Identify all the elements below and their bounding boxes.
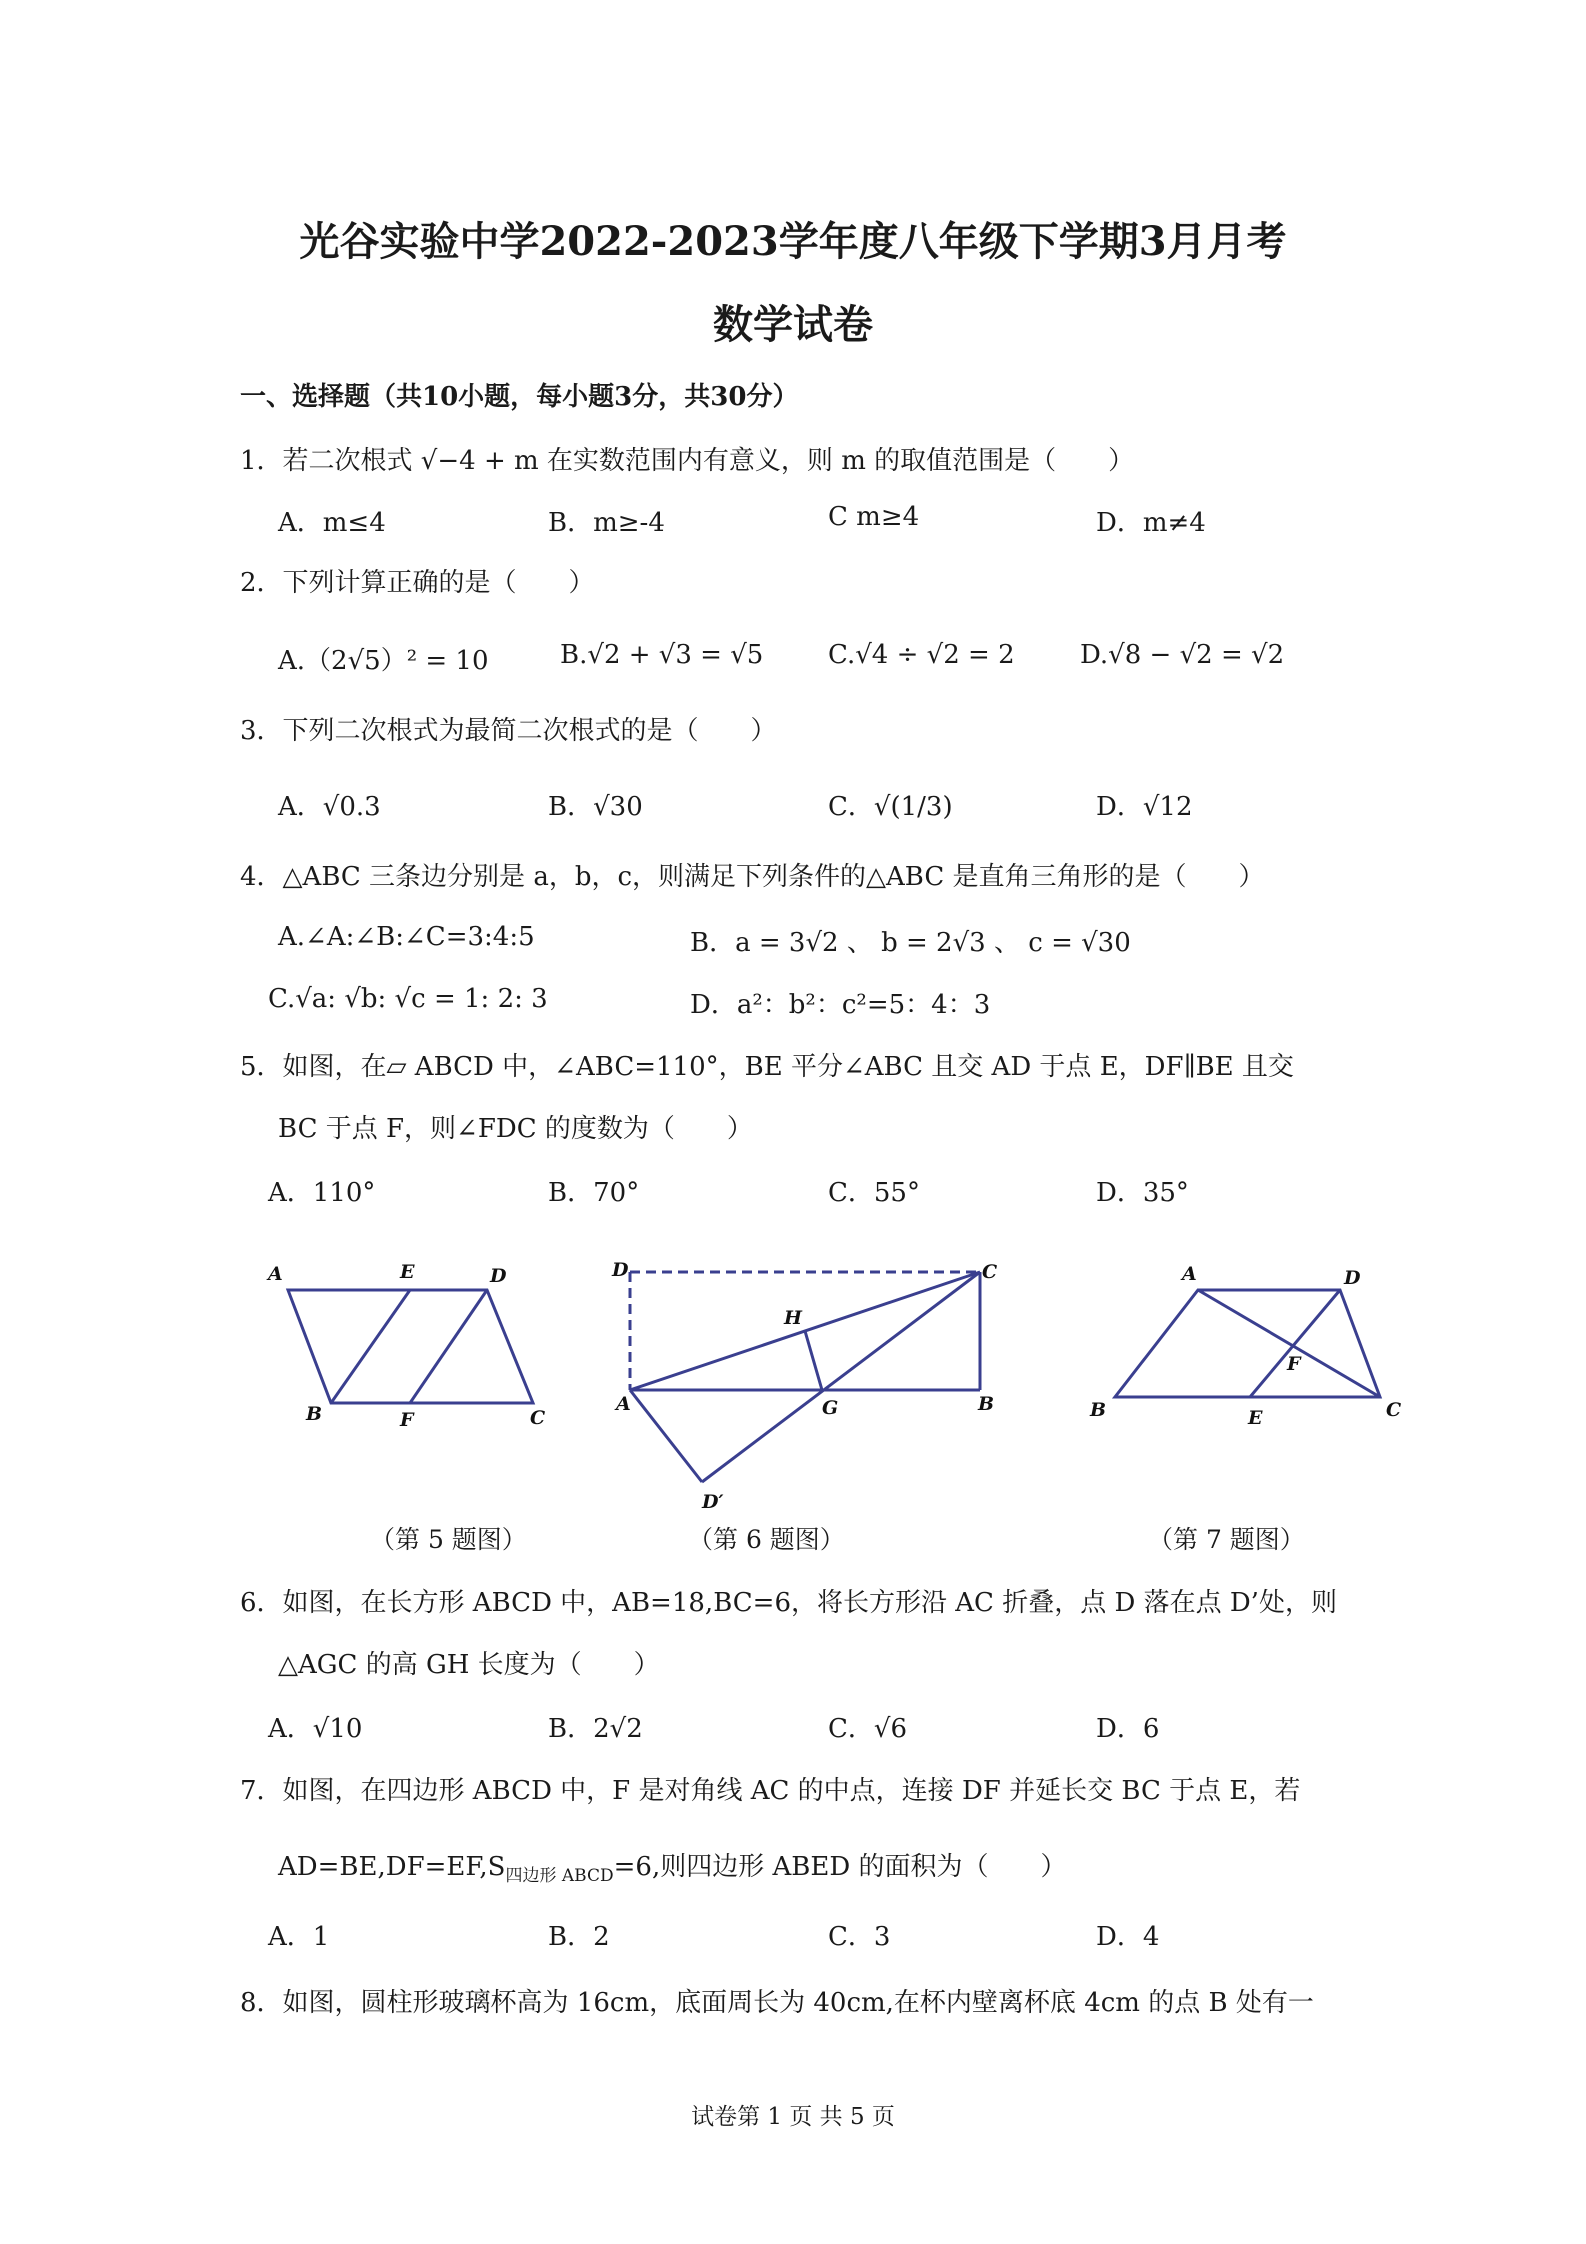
fig7-label-b: B (1090, 1399, 1107, 1421)
fig7-label-c: C (1386, 1399, 1402, 1421)
q5-option-a: A．110° (268, 1178, 376, 1208)
fig5-label-f: F (400, 1409, 414, 1431)
question-5-stem-line2: BC 于点 F，则∠FDC 的度数为（ ） (278, 1114, 753, 1144)
question-6-stem-line2: △AGC 的高 GH 长度为（ ） (278, 1650, 660, 1680)
fig7-outline (1115, 1290, 1380, 1397)
figure-6-caption: （第 6 题图） (688, 1525, 845, 1554)
fig7-label-f: F (1287, 1353, 1301, 1375)
fig6-label-h: H (784, 1307, 802, 1329)
page-footer: 试卷第 1 页 共 5 页 (691, 2104, 895, 2130)
q7-line2-part-a: AD=BE,DF=EF,S (278, 1852, 506, 1882)
question-5-stem-line1: 5．如图，在▱ ABCD 中，∠ABC=110°，BE 平分∠ABC 且交 AD 于点 E，DF∥BE 且交 (240, 1052, 1294, 1082)
question-2-stem: 2．下列计算正确的是（ ） (240, 568, 595, 598)
fig6-label-b: B (978, 1393, 995, 1415)
page-subtitle: 数学试卷 (713, 301, 873, 348)
q3-option-b: B．√30 (548, 792, 643, 822)
q4-option-d: D．a²：b²：c²=5：4：3 (690, 990, 991, 1020)
q1-option-a: A．m≤4 (278, 508, 386, 538)
q7-option-d: D．4 (1096, 1922, 1160, 1952)
q3-option-c: C．√(1/3) (828, 792, 953, 822)
q6-option-d: D．6 (1096, 1714, 1160, 1744)
q6-option-a: A．√10 (268, 1714, 363, 1744)
fig7-diagonal-ac (1198, 1290, 1380, 1397)
q2-option-d: D.√8 − √2 = √2 (1080, 640, 1285, 670)
q7-line2-part-b: =6,则四边形 ABED 的面积为（ ） (613, 1852, 1067, 1882)
fig5-label-d: D (490, 1265, 507, 1287)
q1-option-c: C m≥4 (828, 502, 920, 532)
q7-line2-subscript: 四边形 ABCD (505, 1866, 614, 1886)
fig5-label-e: E (400, 1261, 415, 1283)
q7-option-a: A．1 (268, 1922, 330, 1952)
q7-option-b: B．2 (548, 1922, 610, 1952)
fig6-label-g: G (822, 1397, 839, 1419)
page-title: 光谷实验中学2022-2023学年度八年级下学期3月月考 (299, 218, 1287, 265)
q2-option-c: C.√4 ÷ √2 = 2 (828, 640, 1015, 670)
question-6-stem-line1: 6．如图，在长方形 ABCD 中，AB=18,BC=6，将长方形沿 AC 折叠，点 D 落在点 D’处，则 (240, 1588, 1337, 1618)
q5-option-b: B．70° (548, 1178, 640, 1208)
q4-option-a: A.∠A:∠B:∠C=3:4:5 (278, 922, 535, 952)
q7-option-c: C．3 (828, 1922, 891, 1952)
question-3-stem: 3．下列二次根式为最简二次根式的是（ ） (240, 716, 777, 746)
question-4-stem: 4．△ABC 三条边分别是 a，b，c，则满足下列条件的△ABC 是直角三角形的是（ ） (240, 862, 1265, 892)
q1-option-d: D．m≠4 (1096, 508, 1206, 538)
fig7-label-a: A (1182, 1263, 1197, 1285)
fig6-label-a: A (616, 1393, 631, 1415)
q5-option-d: D．35° (1096, 1178, 1189, 1208)
question-8-stem: 8．如图，圆柱形玻璃杯高为 16cm，底面周长为 40cm,在杯内壁离杯底 4cm 的点 B 处有一 (240, 1988, 1314, 2018)
q2-option-b: B.√2 + √3 = √5 (560, 640, 764, 670)
q4-option-c: C.√a: √b: √c = 1: 2: 3 (268, 984, 548, 1014)
q6-option-b: B．2√2 (548, 1714, 643, 1744)
fig5-label-c: C (530, 1407, 546, 1429)
fig6-label-c: C (982, 1261, 998, 1283)
q6-option-c: C．√6 (828, 1714, 908, 1744)
question-1-stem: 1．若二次根式 √−4 + m 在实数范围内有意义，则 m 的取值范围是（ ） (240, 446, 1135, 476)
fig6-label-d: D (612, 1259, 629, 1281)
fig5-label-a: A (268, 1263, 283, 1285)
q3-option-d: D．√12 (1096, 792, 1193, 822)
fig7-label-d: D (1344, 1267, 1361, 1289)
q3-option-a: A．√0.3 (278, 792, 381, 822)
fig7-segment-de (1250, 1290, 1340, 1397)
fig7-label-e: E (1248, 1407, 1263, 1429)
q5-option-c: C．55° (828, 1178, 920, 1208)
q2-option-a: A.（2√5）² = 10 (278, 646, 489, 676)
fig5-label-b: B (306, 1403, 323, 1425)
fig6-label-dprime: D′ (702, 1491, 724, 1513)
question-7-stem-line1: 7．如图，在四边形 ABCD 中，F 是对角线 AC 的中点，连接 DF 并延长交 BC 于点 E，若 (240, 1776, 1301, 1806)
question-7-stem-line2 (278, 1846, 1066, 1886)
figure-5-caption: （第 5 题图） (370, 1525, 527, 1554)
figure-7-caption: （第 7 题图） (1148, 1525, 1305, 1554)
section-heading: 一、选择题（共10小题，每小题3分，共30分） (240, 382, 799, 412)
q4-option-b: B．a = 3√2 、 b = 2√3 、 c = √30 (690, 928, 1131, 958)
q1-option-b: B．m≥-4 (548, 508, 665, 538)
